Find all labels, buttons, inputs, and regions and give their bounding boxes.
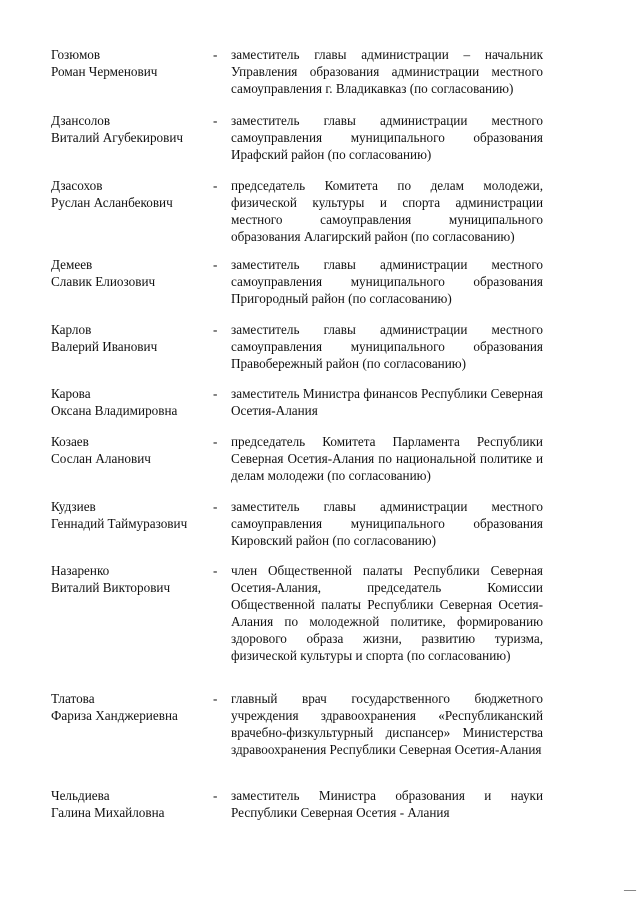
member-position: заместитель главы администрации местного самоуправления муниципального образования Пригородный район (по согласованию) [231,257,543,306]
member-name [51,177,216,211]
separator-dash: - [213,386,218,401]
member-position: заместитель главы администрации местного самоуправления муниципального образования Кировский район (по согласованию) [231,499,543,548]
member-given-names: Валерий Иванович [51,339,158,354]
member-given-names: Виталий Агубекирович [51,130,184,145]
member-name [51,690,216,724]
member-given-names: Руслан Асланбекович [51,195,173,210]
member-surname: Демеев [51,257,93,272]
separator-dash: - [213,257,218,272]
member-name [51,46,216,80]
member-name [51,385,216,419]
member-given-names: Галина Михайловна [51,805,165,820]
member-position: председатель Комитета по делам молодежи, физической культуры и спорта администрации местного самоуправления муниципального образования Алагирский район (по согласованию) [231,178,543,244]
member-surname: Тлатова [51,691,95,706]
member-position: председатель Комитета Парламента Республики Северная Осетия-Алания по национальной политике и делам молодежи (по согласованию) [231,434,543,483]
member-given-names: Оксана Владимировна [51,403,178,418]
member-surname: Кудзиев [51,499,96,514]
separator-dash: - [213,322,218,337]
member-position: заместитель Министра образования и науки Республики Северная Осетия - Алания [231,788,543,820]
member-position: заместитель главы администрации – начальник Управления образования администрации местного самоуправления г. Владикавказ (по согласованию) [231,47,543,96]
page-edge-mark: — [624,882,636,896]
separator-dash: - [213,691,218,706]
member-position: заместитель главы администрации местного самоуправления муниципального образования Правобережный район (по согласованию) [231,322,543,371]
separator-dash: - [213,113,218,128]
member-surname: Карлов [51,322,92,337]
member-surname: Гозюмов [51,47,101,62]
member-given-names: Геннадий Таймуразович [51,516,188,531]
separator-dash: - [213,178,218,193]
member-name [51,562,216,596]
member-surname: Чельдиева [51,788,110,803]
member-position: член Общественной палаты Республики Северная Осетия-Алания, председатель Комиссии Общественной палаты Республики Северная Осетия-Алания по молодежной политике, формированию здорового образа жизни, развитию туризма, физической культуры и спорта (по согласованию) [231,563,543,663]
member-given-names: Виталий Викторович [51,580,171,595]
separator-dash: - [213,47,218,62]
member-name [51,321,216,355]
member-given-names: Роман Черменович [51,64,158,79]
member-position: заместитель Министра финансов Республики Северная Осетия-Алания [231,386,543,418]
member-position: заместитель главы администрации местного самоуправления муниципального образования Ирафский район (по согласованию) [231,113,543,162]
member-surname: Козаев [51,434,89,449]
member-surname: Карова [51,386,91,401]
member-surname: Дзансолов [51,113,111,128]
member-given-names: Сослан Аланович [51,451,151,466]
member-position: главный врач государственного бюджетного учреждения здравоохранения «Республиканский врачебно-физкультурный диспансер» Министерства здравоохранения Республики Северная Осетия-Алания [231,691,543,757]
separator-dash: - [213,434,218,449]
member-name [51,787,216,821]
separator-dash: - [213,788,218,803]
member-surname: Назаренко [51,563,110,578]
separator-dash: - [213,499,218,514]
member-name [51,433,216,467]
member-name [51,498,216,532]
separator-dash: - [213,563,218,578]
member-name [51,256,216,290]
member-given-names: Фариза Ханджериевна [51,708,178,723]
member-given-names: Славик Елиозович [51,274,156,289]
member-name [51,112,216,146]
member-surname: Дзасохов [51,178,103,193]
